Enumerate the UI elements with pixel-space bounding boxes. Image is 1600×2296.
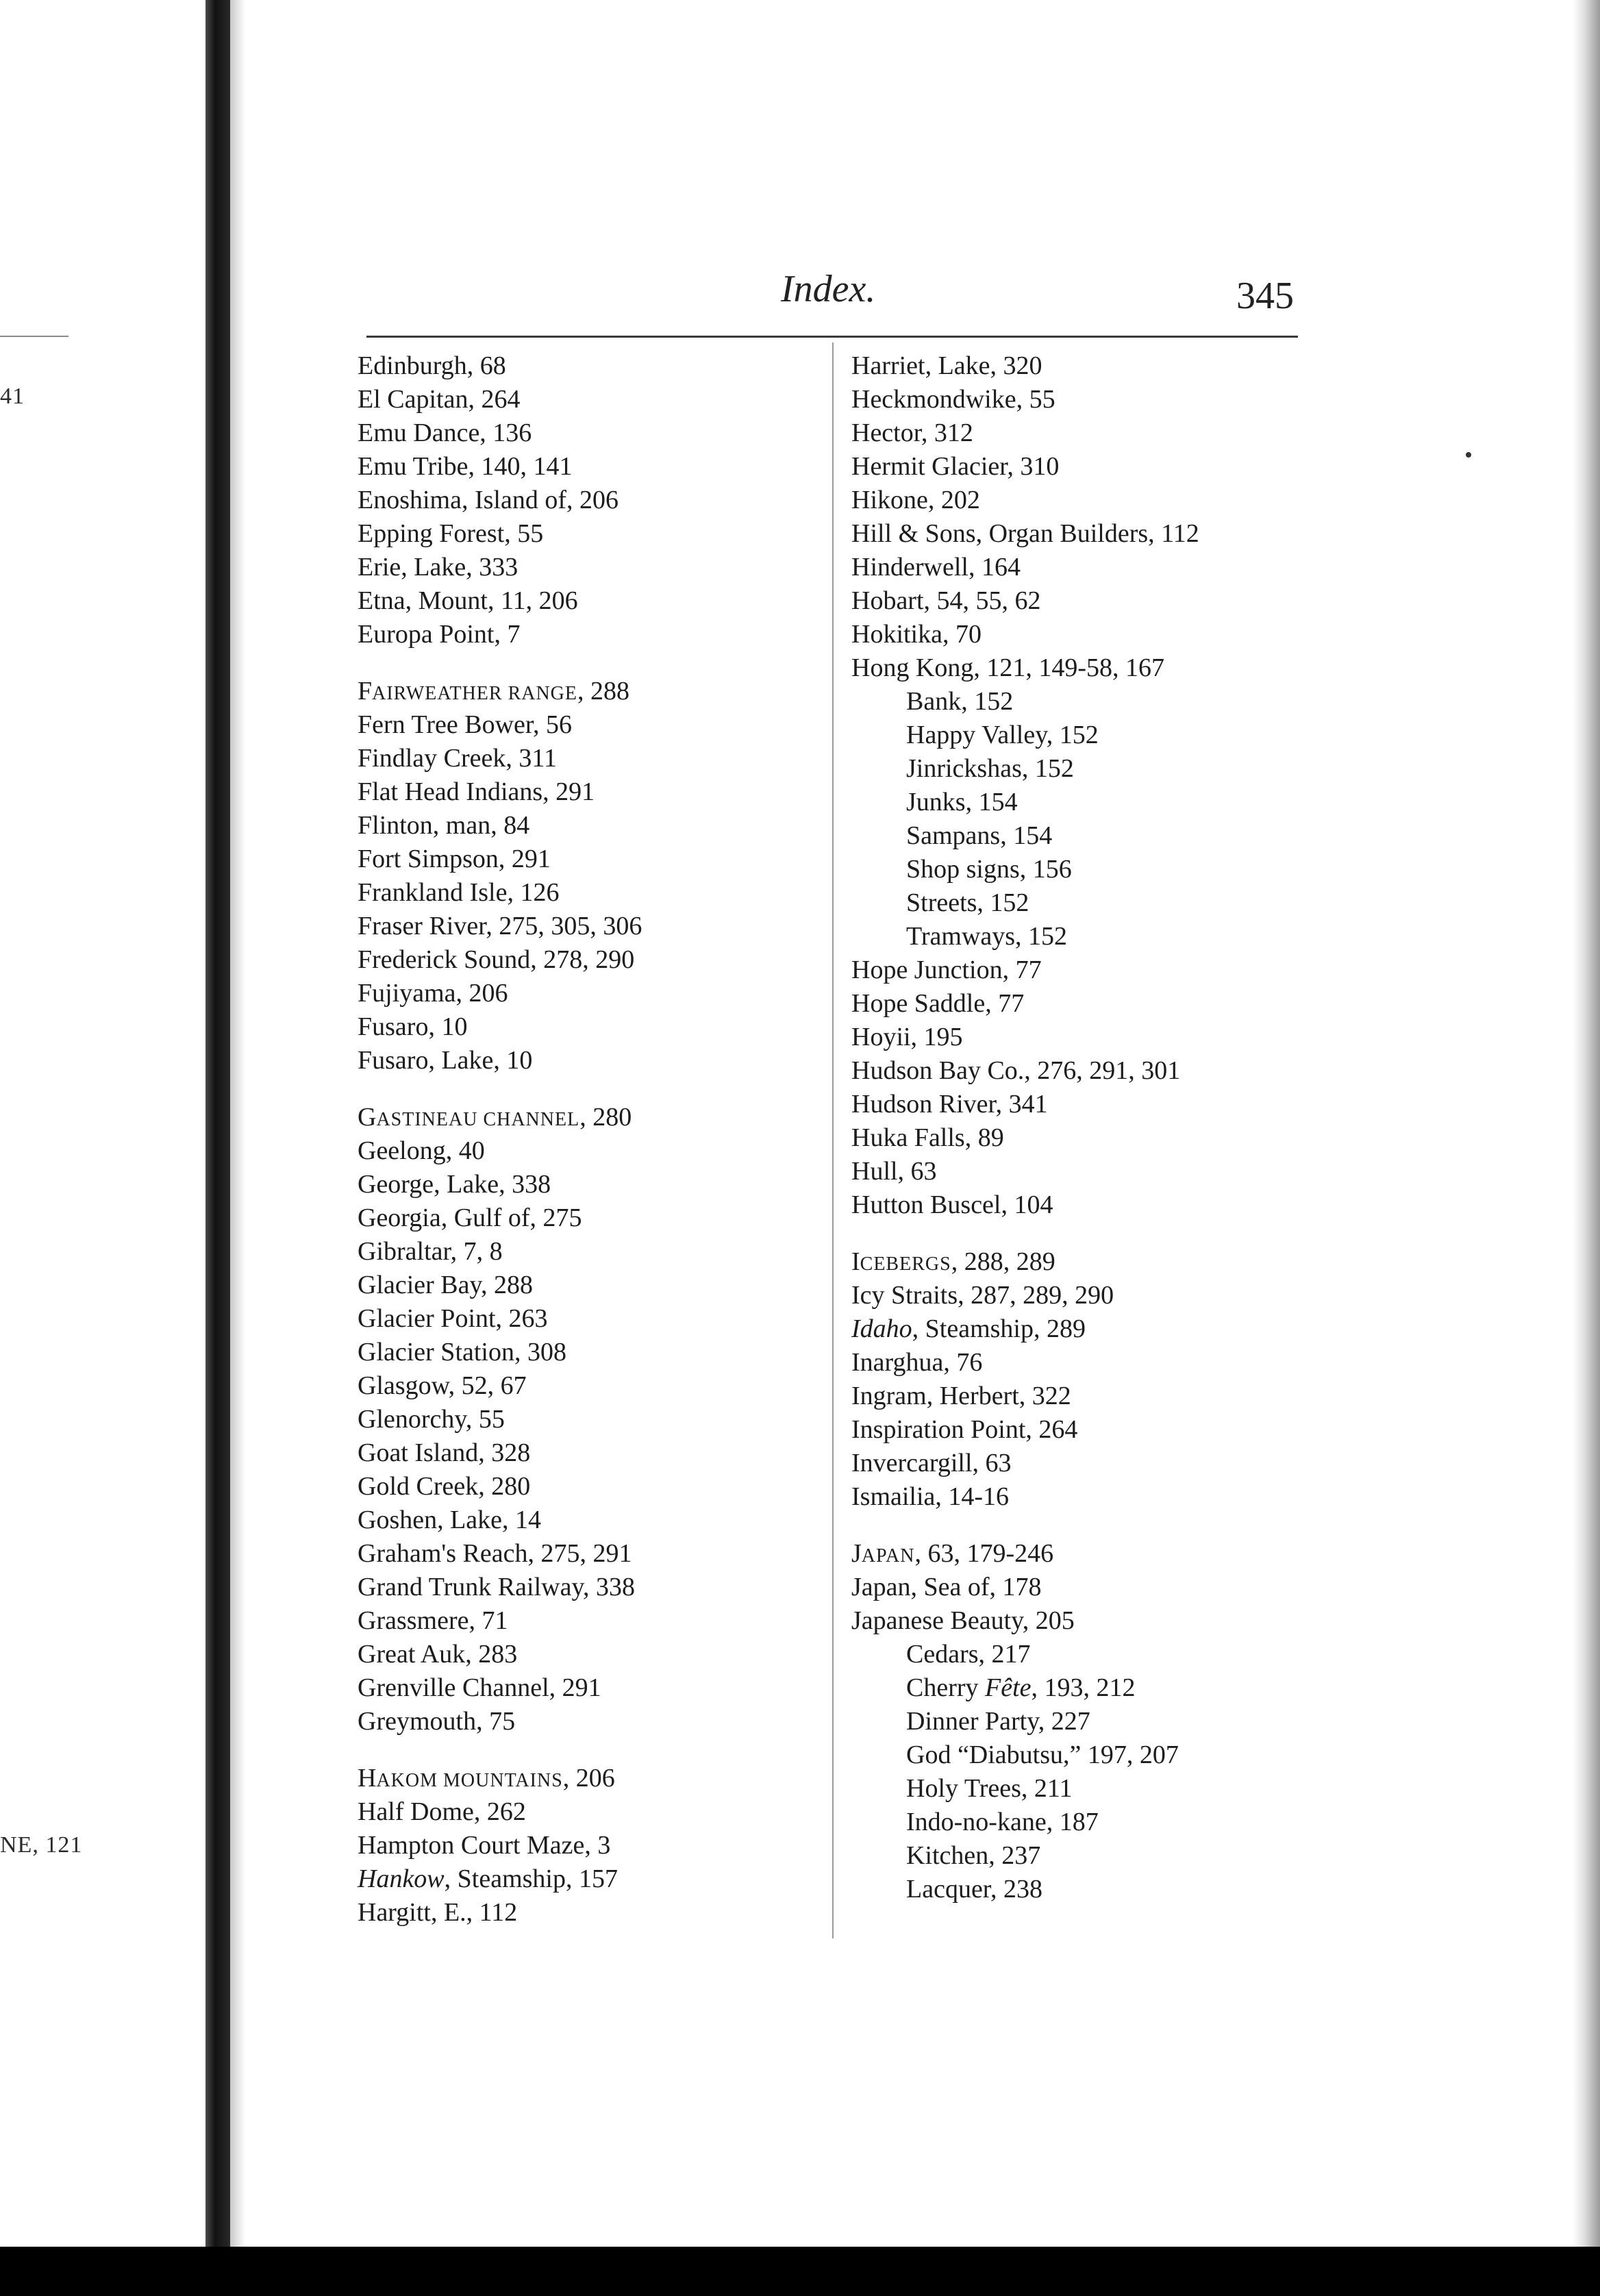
index-subentry: Jinrickshas, 152 [906,754,1074,783]
index-entry: Ingram, Herbert, 322 [851,1382,1071,1410]
index-entry: Greymouth, 75 [358,1707,516,1736]
index-entry: Inarghua, 76 [851,1348,983,1377]
index-entry: Flinton, man, 84 [358,811,530,840]
index-entry: Huka Falls, 89 [851,1123,1004,1152]
index-entry: Hope Junction, 77 [851,956,1042,984]
index-entry: Hill & Sons, Organ Builders, 112 [851,519,1199,548]
index-entry: Gold Creek, 280 [358,1472,531,1501]
index-subentry: God “Diabutsu,” 197, 207 [906,1740,1179,1769]
index-subentry: Indo-no-kane, 187 [906,1808,1099,1836]
index-section-heading: HAKOM MOUNTAINS, 206 [358,1764,615,1793]
index-entry: Glenorchy, 55 [358,1405,505,1434]
index-entry: Goat Island, 328 [358,1438,531,1467]
index-entry: Heckmondwike, 55 [851,385,1055,414]
index-entry: Erie, Lake, 333 [358,553,518,582]
page-edge-shadow [1573,0,1600,2247]
index-entry: Etna, Mount, 11, 206 [358,586,578,615]
index-entry: Hoyii, 195 [851,1023,963,1051]
index-entry: Hector, 312 [851,419,973,447]
index-subentry: Streets, 152 [906,888,1029,917]
index-entry: Hudson Bay Co., 276, 291, 301 [851,1056,1181,1085]
index-entry: Epping Forest, 55 [358,519,544,548]
index-entry: Flat Head Indians, 291 [358,777,595,806]
index-entry: Hokitika, 70 [851,620,982,649]
index-entry: Glacier Station, 308 [358,1338,566,1367]
index-entry: Findlay Creek, 311 [358,744,557,773]
index-entry: George, Lake, 338 [358,1170,551,1199]
index-entry: Goshen, Lake, 14 [358,1506,542,1534]
index-subentry: Dinner Party, 227 [906,1707,1090,1736]
index-entry: Harriet, Lake, 320 [851,351,1042,380]
index-entry: Hikone, 202 [851,486,980,514]
index-entry: Hampton Court Maze, 3 [358,1831,611,1860]
page-number: 345 [1236,275,1294,317]
index-entry: Invercargill, 63 [851,1449,1012,1477]
page-speck [1466,452,1471,458]
index-entry: Great Auk, 283 [358,1640,518,1669]
index-entry: Half Dome, 262 [358,1797,526,1826]
index-entry: Hobart, 54, 55, 62 [851,586,1041,615]
index-section-heading: FAIRWEATHER RANGE, 288 [358,677,630,706]
page-title: Index. [781,268,876,310]
column-divider [832,342,834,1938]
index-subentry: Kitchen, 237 [906,1841,1041,1870]
index-subentry: Junks, 154 [906,788,1018,816]
index-entry: Enoshima, Island of, 206 [358,486,619,514]
index-entry: Hull, 63 [851,1157,937,1186]
index-subentry: Happy Valley, 152 [906,721,1099,749]
index-entry: Georgia, Gulf of, 275 [358,1203,582,1232]
index-entry: Fusaro, 10 [358,1012,468,1041]
index-entry: Hudson River, 341 [851,1090,1048,1119]
index-section-heading: JAPAN, 63, 179-246 [851,1539,1054,1568]
index-entry: Grenville Channel, 291 [358,1673,601,1702]
index-entry: Fujiyama, 206 [358,979,508,1008]
index-entry: Frederick Sound, 278, 290 [358,945,635,974]
facing-page-fragment-top: 41 [0,384,25,409]
index-entry: Fern Tree Bower, 56 [358,710,573,739]
index-entry: El Capitan, 264 [358,385,521,414]
index-column-right [851,349,1290,1906]
index-section-heading: ICEBERGS, 288, 289 [851,1247,1055,1276]
index-entry: Japanese Beauty, 205 [851,1606,1075,1635]
index-entry: Hermit Glacier, 310 [851,452,1060,481]
index-entry: Glasgow, 52, 67 [358,1371,527,1400]
index-entry: Icy Straits, 287, 289, 290 [851,1281,1114,1310]
index-entry: Geelong, 40 [358,1136,485,1165]
index-column-left [358,349,796,1930]
facing-page-rule [0,336,68,337]
index-entry: Europa Point, 7 [358,620,521,649]
index-subentry: Tramways, 152 [906,922,1068,951]
index-entry: Japan, Sea of, 178 [851,1573,1042,1601]
index-entry: Hutton Buscel, 104 [851,1190,1053,1219]
book-spine [205,0,230,2247]
index-entry: Emu Dance, 136 [358,419,532,447]
index-entry: Grand Trunk Railway, 338 [358,1573,635,1601]
index-subentry: Cherry Fête, 193, 212 [906,1673,1136,1702]
index-entry: Hong Kong, 121, 149-58, 167 [851,653,1165,682]
index-entry: Edinburgh, 68 [358,351,506,380]
index-entry: Emu Tribe, 140, 141 [358,452,573,481]
header-rule [366,336,1298,338]
index-entry: Fusaro, Lake, 10 [358,1046,533,1075]
index-entry: Gibraltar, 7, 8 [358,1237,503,1266]
index-entry: Glacier Bay, 288 [358,1271,534,1299]
index-subentry: Shop signs, 156 [906,855,1072,884]
index-entry: Hope Saddle, 77 [851,989,1025,1018]
index-subentry: Sampans, 154 [906,821,1053,850]
index-subentry: Bank, 152 [906,687,1014,716]
index-entry: Hinderwell, 164 [851,553,1021,582]
facing-page [0,0,205,2247]
index-entry: Frankland Isle, 126 [358,878,560,907]
index-entry: Inspiration Point, 264 [851,1415,1078,1444]
scan-bottom-border [0,2247,1600,2296]
index-section-heading: GASTINEAU CHANNEL, 280 [358,1103,632,1132]
index-entry: Idaho, Steamship, 289 [851,1314,1086,1343]
index-entry: Glacier Point, 263 [358,1304,548,1333]
index-subentry: Lacquer, 238 [906,1875,1042,1904]
index-entry: Hargitt, E., 112 [358,1898,518,1927]
index-subentry: Holy Trees, 211 [906,1774,1073,1803]
index-entry: Ismailia, 14-16 [851,1482,1010,1511]
index-entry: Fraser River, 275, 305, 306 [358,912,642,940]
facing-page-fragment-bottom: NE, 121 [0,1832,83,1858]
index-entry: Hankow, Steamship, 157 [358,1864,618,1893]
spine-shadow [230,0,245,2247]
index-entry: Graham's Reach, 275, 291 [358,1539,632,1568]
index-entry: Grassmere, 71 [358,1606,508,1635]
index-subentry: Cedars, 217 [906,1640,1031,1669]
index-entry: Fort Simpson, 291 [358,845,551,873]
